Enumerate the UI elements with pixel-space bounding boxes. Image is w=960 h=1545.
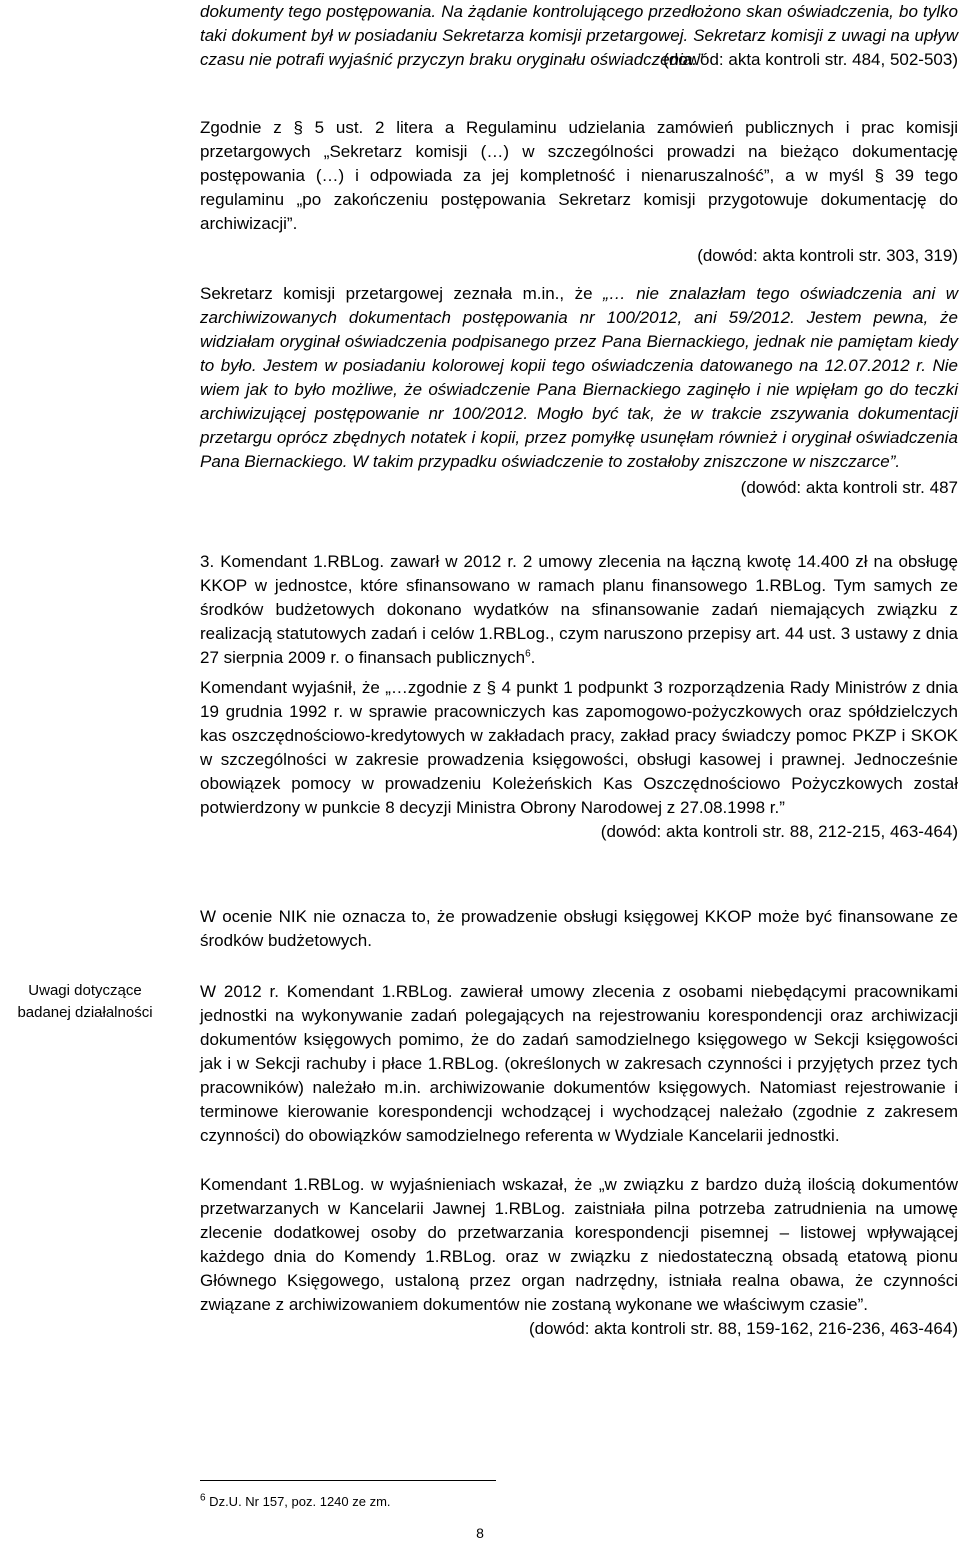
sidebar-label-line1: Uwagi dotyczące [28, 982, 142, 999]
sekretarz-lead: Sekretarz komisji przetargowej zeznała m.in., że [200, 284, 604, 303]
page-number: 8 [476, 1525, 484, 1541]
sidebar-label-line2: badanej działalności [17, 1004, 153, 1021]
regulamin-text: Zgodnie z § 5 ust. 2 litera a Regulaminu udzielania zamówień publicznych i prac komisji przetargowych „Sekretarz komisji (…) w szczególności prowadzi na bieżąco dokumentację postępowania (…) i odpowiada za jej kompletność i nienaruszalność”, a w myśl § 39 tego regulaminu „po zakończeniu postępowania Sekretarz komisji przygotowuje dokumentację do archiwizacji”. [200, 118, 958, 233]
wyjasnienia-evidence: (dowód: akta kontroli str. 88, 159-162, 216-236, 463-464) [528, 1319, 958, 1338]
sekretarz-quote: „… nie znalazłam tego oświadczenia ani w zarchiwizowanych dokumentach postępowania nr 100/2012, ani 59/2012. Jestem pewna, że widziałam oryginał oświadczenia podpisanego przez Pana Biernackiego, jednak nie pamiętam kiedy to było. Jestem w posiadaniu kolorowej kopii tego oświadczenia datowanego na 12.07.2012 r. Nie wiem jak to było możliwe, że oświadczenie Pana Biernackiego zaginęło i nie wpięłam go do teczki archiwizującej postępowanie nr 100/2012. Mogło być tak, że w trakcie zszywania dokumentacji przetargu oprócz zbędnych notatek i kopii, przez pomyłkę usunęłam również i oryginał oświadczenia Pana Biernackiego. W takim przypadku oświadczenie to zostałoby zniszczone w niszczarce”. [200, 284, 958, 471]
umowy-text: W 2012 r. Komendant 1.RBLog. zawierał umowy zlecenia z osobami niebędącymi pracownikami jednostki na wykonywanie zadań polegających na rejestrowaniu korespondencji oraz archiwizacji dokumentów księgowych pomimo, że do zadań samodzielnego księgowego w Sekcji księgowości jak i w Sekcji rachuby i płace 1.RBLog. (określonych w zakresach czynności i przyjętych przez tych pracowników) należało m.in. archiwizowanie dokumentów księgowych. Natomiast rejestrowanie i terminowe kierowanie korespondencji wchodzącej i wychodzącej należało (zgodnie z zakresem czynności) do obowiązków samodzielnego referenta w Wydziale Kancelarii jednostki. [200, 982, 958, 1145]
komendant-block [200, 550, 958, 844]
komendant-text-main: 3. Komendant 1.RBLog. zawarł w 2012 r. 2 umowy zlecenia na łączną kwotę 14.400 zł na obsługę KKOP w jednostce, które sfinansowano w ramach planu finansowego 1.RBLog. Tym samych ze środków budżetowych dokonano wydatków na sfinansowanie zadań niemających związku z realizacją statutowych zadań i celów 1.RBLog., czym naruszono przepisy art. 44 ust. 3 ustawy z dnia 27 sierpnia 2009 r. o finansach publicznych [200, 552, 958, 667]
nik-block [200, 905, 958, 953]
komendant-evidence: (dowód: akta kontroli str. 88, 212-215, 463-464) [600, 822, 958, 841]
komendant-explanation: Komendant wyjaśnił, że „…zgodnie z § 4 punkt 1 podpunkt 3 rozporządzenia Rady Ministrów z dnia 19 grudnia 1992 r. w sprawie pracowniczych kas zapomogowo-pożyczkowych oraz spółdzielczych kas oszczędnościowo-kredytowych w zakładach pracy, zakład pracy świadczy pomoc PKZP i SKOK w szczególności w zakresie prowadzenia księgowości, obsługi kasowej i prawnej. Jednocześnie obowiązek pomocy w prowadzeniu Koleżeńskich Kas Oszczędnościowo Pożyczkowych został potwierdzony w punkcie 8 decyzji Ministra Obrony Narodowej z 27.08.1998 r.” [200, 678, 958, 817]
footnote-text: Dz.U. Nr 157, poz. 1240 ze zm. [205, 1494, 391, 1509]
regulamin-evidence: (dowód: akta kontroli str. 303, 319) [697, 246, 958, 265]
top-quote-text: dokumenty tego postępowania. Na żądanie kontrolującego przedłożono skan oświadczenia, bo tylko taki dokument był w posiadaniu Sekretarza komisji przetargowej. Sekretarz komisji z uwagi na upływ czasu nie potrafi wyjaśnić przyczyn braku oryginału oświadczenia.” [200, 2, 958, 69]
sidebar-label [0, 980, 170, 1024]
sekretarz-evidence: (dowód: akta kontroli str. 487 [740, 478, 958, 497]
nik-text: W ocenie NIK nie oznacza to, że prowadzenie obsługi księgowej KKOP może być finansowane ze środków budżetowych. [200, 907, 958, 950]
sekretarz-paragraph [200, 282, 958, 474]
komendant-text-end: . [530, 648, 536, 667]
regulamin-block [200, 116, 958, 268]
wyjasnienia-block [200, 1173, 958, 1341]
umowy-block [200, 980, 958, 1148]
footnote [200, 1494, 391, 1510]
footnote-mark: 6 [200, 1492, 206, 1504]
top-quote-block [200, 0, 958, 72]
wyjasnienia-text: Komendant 1.RBLog. w wyjaśnieniach wskazał, że „w związku z bardzo dużą ilością dokumentów przetwarzanych w Kancelarii Jawnej 1.RBLog. zaistniała pilna potrzeba zatrudnienia na umowę zlecenie dodatkowej osoby do przetwarzania korespondencji pisemnej – listowej wpływającej każdego dnia do Komendy 1.RBLog. oraz w związku z niedostateczną obsadą etatową pionu Głównego Księgowego, ustaloną przez organ nadrzędny, istniała realna obawa, że czynności związane z archiwizowaniem dokumentów nie zostaną wykonane we właściwym czasie”. [200, 1175, 958, 1314]
komendant-text [200, 550, 958, 670]
footnote-separator [200, 1480, 496, 1481]
top-quote-evidence: (dowód: akta kontroli str. 484, 502-503) [663, 50, 958, 69]
footnote-ref: 6 [525, 648, 531, 660]
sekretarz-block [200, 282, 958, 500]
